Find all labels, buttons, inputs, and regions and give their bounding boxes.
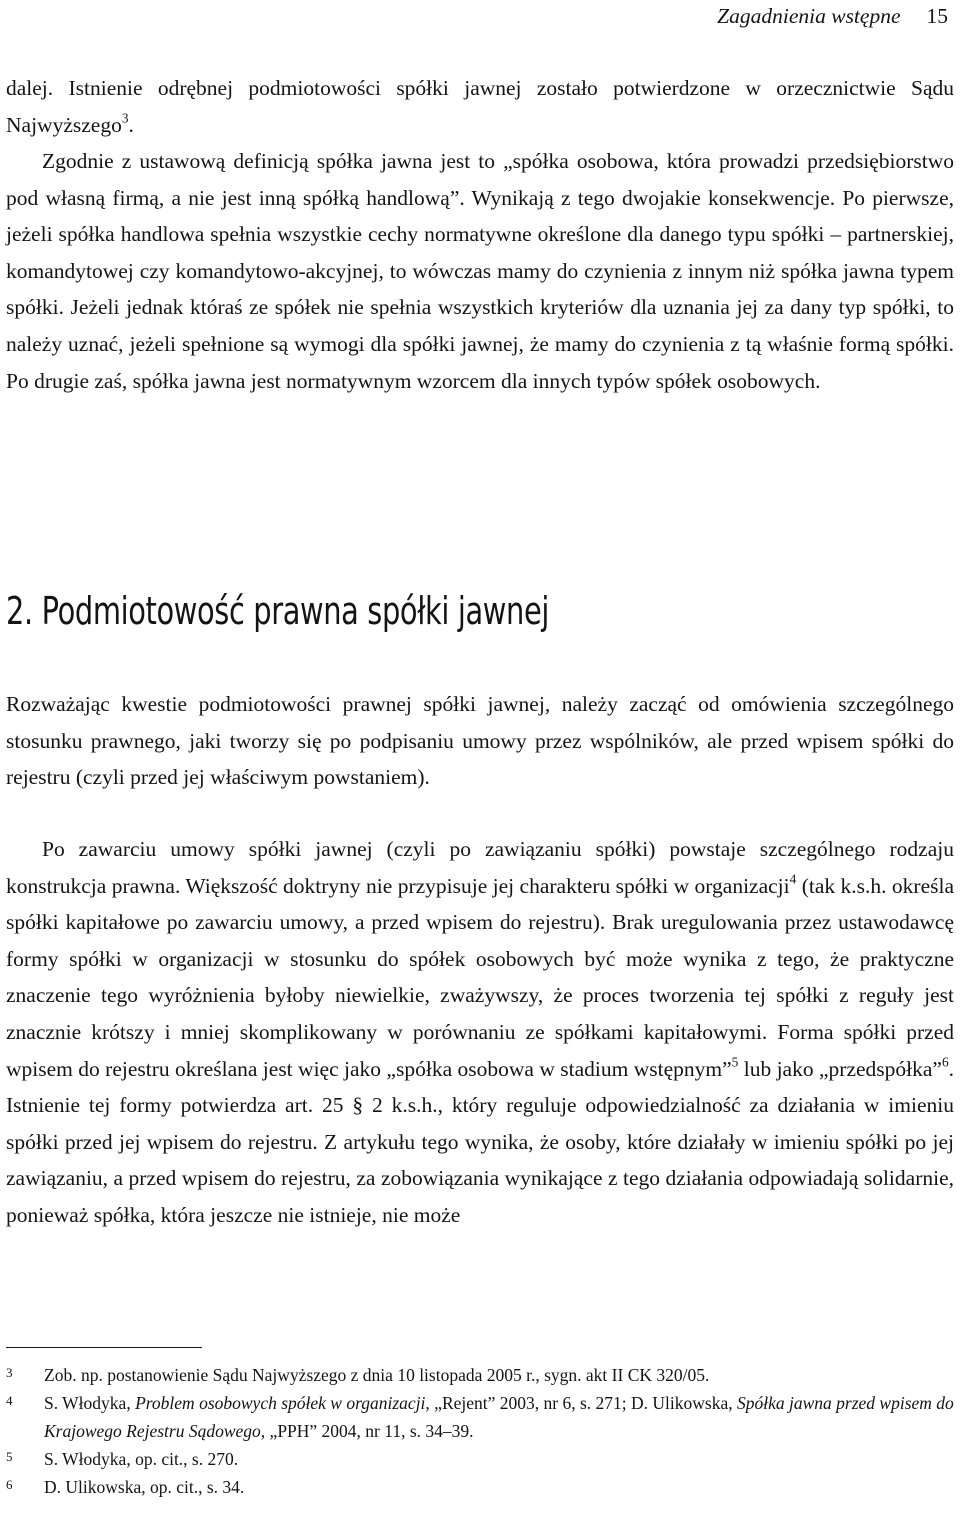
footnote-3	[6, 1361, 954, 1389]
footnote-number: 3	[6, 1365, 13, 1380]
footnote-work-title: Spółka jawna przed wpisem do Krajowego Rejestru Sądowego,	[44, 1393, 954, 1441]
footnote-ref-6[interactable]: 6	[941, 1054, 949, 1070]
footnote-4	[6, 1389, 954, 1445]
footnote-work-title: Problem osobowych spółek w organizacji	[135, 1393, 426, 1413]
paragraph-text-part-2: (tak k.s.h. określa spółki kapitałowe po zawarciu umowy, a przed wpisem do rejestru). Brak uregulowania przez ustawodawcę formy spółki w organizacji w stosunku do spółek osobowych być może wynika z tego, że praktyczne znaczenie tego wyróżnienia byłoby niewielkie, zważywszy, że proces tworzenia tej spółki z reguły jest znacznie krótszy i mniej skomplikowany w porównaniu ze spółkami kapitałowymi. Forma spółki przed wpisem do rejestru określana jest więc jako „spółka osobowa w stadium wstępnym”	[6, 873, 954, 1081]
paragraph-definition: Zgodnie z ustawową definicją spółka jawna jest to „spółka osobowa, która prowadzi przedsiębiorstwo pod własną firmą, a nie jest inną spółką handlową”. Wynikają z tego dwojakie konsekwencje. Po pierwsze, jeżeli spółka handlowa spełnia wszystkie cechy normatywne określone dla danego typu spółki – partnerskiej, komandytowej czy komandytowo-akcyjnej, to wówczas mamy do czynienia z innym niż spółka jawna typem spółki. Jeżeli jednak któraś ze spółek nie spełnia wszystkich kryteriów dla uznania jej za dany typ spółki, to należy uznać, jeżeli spełnione są wymogi dla spółki jawnej, że mamy do czynienia z tą właśnie formą spółki. Po drugie zaś, spółka jawna jest normatywnym wzorcem dla innych typów spółek osobowych.	[6, 149, 954, 393]
paragraph-text-part-1: Po zawarciu umowy spółki jawnej (czyli po zawiązaniu spółki) powstaje szczególnego rodzaju konstrukcja prawna. Większość doktryny nie przypisuje jej charakteru spółki w organizacji	[6, 837, 954, 898]
paragraph-text: dalej. Istnienie odrębnej podmiotowości spółki jawnej zostało potwierdzone w orzecznictwie Sądu Najwyższego	[6, 76, 954, 137]
footnote-source: „PPH” 2004, nr 11, s. 34–39.	[265, 1421, 474, 1441]
paragraph-text-part-3: lub jako „przedspółka”	[738, 1056, 942, 1081]
footnote-number: 4	[6, 1393, 13, 1408]
footnote-6	[6, 1473, 954, 1501]
paragraph-text-part-4: . Istnienie tej formy potwierdza art. 25 § 2 k.s.h., który reguluje odpowiedzialność za działania w imieniu spółki przed jej wpisem do rejestru. Z artykułu tego wynika, że osoby, które działały w imieniu spółki po jej zawiązaniu, a przed wpisem do rejestru, za zobowiązania wynikające z tego działania odpowiadają solidarnie, ponieważ spółka, która jeszcze nie istnieje, nie może	[6, 1056, 955, 1227]
footnote-number: 6	[6, 1477, 13, 1492]
footnote-text: D. Ulikowska, op. cit., s. 34.	[44, 1477, 245, 1497]
book-page	[6, 0, 954, 1517]
footnote-source: , „Rejent” 2003, nr 6, s. 271; D. Ulikowska,	[425, 1393, 737, 1413]
chapter-title: Zagadnienia wstępne	[717, 4, 901, 28]
section-heading: 2. Podmiotowość prawna spółki jawnej	[6, 589, 549, 633]
footnote-divider	[6, 1347, 202, 1348]
footnotes	[6, 1361, 954, 1501]
footnote-5	[6, 1445, 954, 1473]
paragraph-intro: Rozważając kwestie podmiotowości prawnej spółki jawnej, należy zacząć od omówienia szczególnego stosunku prawnego, jaki tworzy się po podpisaniu umowy przez wspólników, ale przed wpisem spółki do rejestru (czyli przed jej właściwym powstaniem).	[6, 692, 954, 790]
footnote-text: S. Włodyka, op. cit., s. 270.	[44, 1449, 239, 1469]
footnote-text	[44, 1389, 954, 1445]
paragraph-continuation	[6, 70, 954, 143]
page-number: 15	[926, 4, 948, 28]
paragraph-body	[6, 831, 954, 1234]
footnote-ref-5[interactable]: 5	[731, 1054, 739, 1070]
footnote-text: Zob. np. postanowienie Sądu Najwyższego z dnia 10 listopada 2005 r., sygn. akt II CK 320/05.	[44, 1365, 710, 1385]
footnote-number: 5	[6, 1449, 13, 1464]
footnote-author: S. Włodyka,	[44, 1393, 136, 1413]
running-header	[717, 1, 948, 31]
paragraph-end: .	[128, 112, 134, 137]
footnote-ref-3[interactable]: 3	[121, 110, 129, 126]
footnote-ref-4[interactable]: 4	[789, 871, 797, 887]
